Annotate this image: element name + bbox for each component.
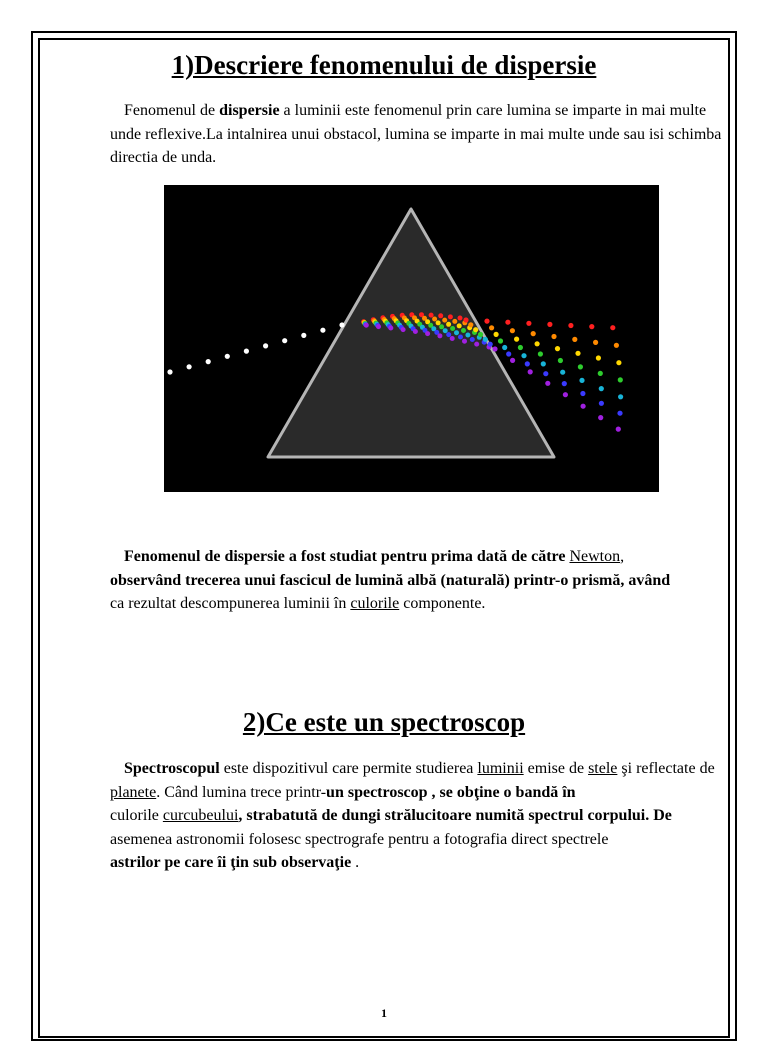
- spectrum-dot: [618, 394, 623, 399]
- dispersed-ray-dot: [413, 329, 418, 334]
- spectrum-dot: [541, 361, 546, 366]
- link-luminii[interactable]: luminii: [477, 760, 524, 777]
- white-light-beam: [167, 322, 344, 374]
- beam-dot: [244, 349, 249, 354]
- spectrum-dot: [578, 364, 583, 369]
- spectrum-dot: [525, 361, 530, 366]
- spectrum-dot: [538, 351, 543, 356]
- dispersed-ray-dot: [376, 324, 381, 329]
- beam-dot: [301, 333, 306, 338]
- dispersed-ray-dot: [465, 333, 470, 338]
- prism-triangle: [268, 209, 554, 457]
- dispersed-ray-dot: [438, 313, 443, 318]
- beam-dot: [339, 322, 344, 327]
- link-curcubeului[interactable]: curcubeului: [162, 807, 239, 824]
- spectrum-dot: [547, 322, 552, 327]
- beam-dot: [206, 359, 211, 364]
- dispersed-ray-dot: [364, 323, 369, 328]
- spectrum-dot: [558, 358, 563, 363]
- spectrum-dot: [483, 337, 488, 342]
- link-stele[interactable]: stele: [588, 760, 618, 777]
- spectrum-dot: [593, 340, 598, 345]
- spectrum-dot: [489, 325, 494, 330]
- spectrum-dot: [568, 323, 573, 328]
- spectrum-dot: [598, 415, 603, 420]
- dispersed-ray-dot: [452, 319, 457, 324]
- spectrum-dot: [551, 334, 556, 339]
- dispersed-ray-dot: [474, 342, 479, 347]
- dispersed-ray-dot: [429, 313, 434, 318]
- spectrum-dot: [562, 381, 567, 386]
- beam-dot: [320, 328, 325, 333]
- spectrum-dot: [610, 325, 615, 330]
- dispersed-ray-dot: [401, 327, 406, 332]
- spectrum-dot: [563, 392, 568, 397]
- dispersed-ray-dot: [462, 339, 467, 344]
- spectrum-dot: [526, 321, 531, 326]
- dispersed-ray-dot: [470, 337, 475, 342]
- link-planete[interactable]: planete: [110, 783, 157, 801]
- spectrum-dot: [599, 386, 604, 391]
- spectrum-dot: [510, 358, 515, 363]
- spectrum-dot: [616, 360, 621, 365]
- spectrum-dot: [514, 337, 519, 342]
- spectrum-dot: [614, 343, 619, 348]
- spectrum-dot: [518, 345, 523, 350]
- spectrum-dot: [596, 355, 601, 360]
- dispersed-ray-dot: [461, 328, 466, 333]
- spectrum-dot: [492, 346, 497, 351]
- spectrum-dot: [545, 381, 550, 386]
- spectrum-dot: [575, 351, 580, 356]
- dispersed-ray-dot: [442, 318, 447, 323]
- spectrum-dot: [494, 332, 499, 337]
- beam-dot: [282, 338, 287, 343]
- spectrum-dot: [617, 411, 622, 416]
- spectrum-dot: [463, 317, 468, 322]
- spectrum-dot: [488, 342, 493, 347]
- dispersed-ray-dot: [432, 317, 437, 322]
- section-1-heading: 1)Descriere fenomenului de dispersie: [171, 50, 597, 80]
- beam-dot: [225, 354, 230, 359]
- dispersed-ray-dot: [450, 336, 455, 341]
- section-1-paragraph-1: Fenomenul de dispersie a luminii este fenomenul prin care lumina se imparte in mai multe unde reflexive.La intalnirea unui obstacol, lumina se imparte in mai multe unde sau isi schimba directia de unda.: [110, 102, 722, 166]
- dispersed-ray-dot: [425, 331, 430, 336]
- prism-illustration: [164, 185, 659, 492]
- dispersed-ray-dot: [446, 322, 451, 327]
- spectrum-dot: [581, 404, 586, 409]
- spectrum-dot: [484, 319, 489, 324]
- link-newton[interactable]: Newton: [569, 548, 621, 565]
- spectrum-dot: [531, 331, 536, 336]
- dispersed-ray-dot: [458, 335, 463, 340]
- beam-dot: [167, 369, 172, 374]
- spectrum-dot: [599, 401, 604, 406]
- spectrum-dot: [478, 332, 483, 337]
- link-culorile[interactable]: culorile: [350, 595, 400, 612]
- spectrum-dot: [521, 353, 526, 358]
- dispersed-ray-dot: [436, 320, 441, 325]
- spectrum-dot: [502, 345, 507, 350]
- spectrum-dot: [505, 320, 510, 325]
- page-number: 1: [381, 1006, 387, 1020]
- dispersed-ray-dot: [457, 323, 462, 328]
- dispersed-ray-dot: [437, 333, 442, 338]
- dispersed-ray-dot: [388, 326, 393, 331]
- spectrum-dot: [555, 346, 560, 351]
- spectrum-dot: [589, 324, 594, 329]
- spectrum-dot: [579, 378, 584, 383]
- dispersed-ray-dot: [458, 316, 463, 321]
- spectrum-dot: [572, 337, 577, 342]
- spectrum-dot: [498, 338, 503, 343]
- spectrum-dot: [543, 371, 548, 376]
- dispersed-ray-dot: [439, 324, 444, 329]
- section-1-paragraph-2: Fenomenul de dispersie a fost studiat pentru prima dată de către Newton, observând trecerea unui fascicul de lumină albă (naturală) printr-o prismă, având ca rezultat descompunerea luminii în culorile componente.: [110, 548, 671, 612]
- spectrum-dot: [598, 371, 603, 376]
- beam-dot: [263, 343, 268, 348]
- dispersed-ray-dot: [446, 332, 451, 337]
- spectrum-dot: [560, 370, 565, 375]
- prism-dispersion-figure: [164, 185, 659, 492]
- section-2-heading: 2)Ce este un spectroscop: [242, 707, 526, 737]
- dispersed-ray-dot: [448, 314, 453, 319]
- dispersed-ray-dot: [450, 326, 455, 331]
- dispersed-ray-dot: [443, 328, 448, 333]
- section-2-paragraph: Spectroscopul este dispozitivul care permite studierea luminii emise de stele şi reflectate de planete. Când lumina trece printr-un spectroscop , se obţine o bandă în culorile curcubeului, strabatută de dungi strălucitoare numită spectrul corpului. De asemenea astronomii folosesc spectrografe pentru a fotografia direct spectrele astrilor pe care îi ţin sub observaţie .: [110, 760, 715, 871]
- spectrum-dot: [580, 391, 585, 396]
- spectrum-dot: [528, 369, 533, 374]
- dispersed-ray-dot: [454, 330, 459, 335]
- spectrum-dot: [468, 322, 473, 327]
- spectrum-dot: [618, 377, 623, 382]
- spectrum-dot: [506, 351, 511, 356]
- spectrum-dot: [510, 328, 515, 333]
- spectrum-dot: [473, 327, 478, 332]
- beam-dot: [187, 364, 192, 369]
- spectrum-dot: [535, 341, 540, 346]
- spectrum-dot: [616, 427, 621, 432]
